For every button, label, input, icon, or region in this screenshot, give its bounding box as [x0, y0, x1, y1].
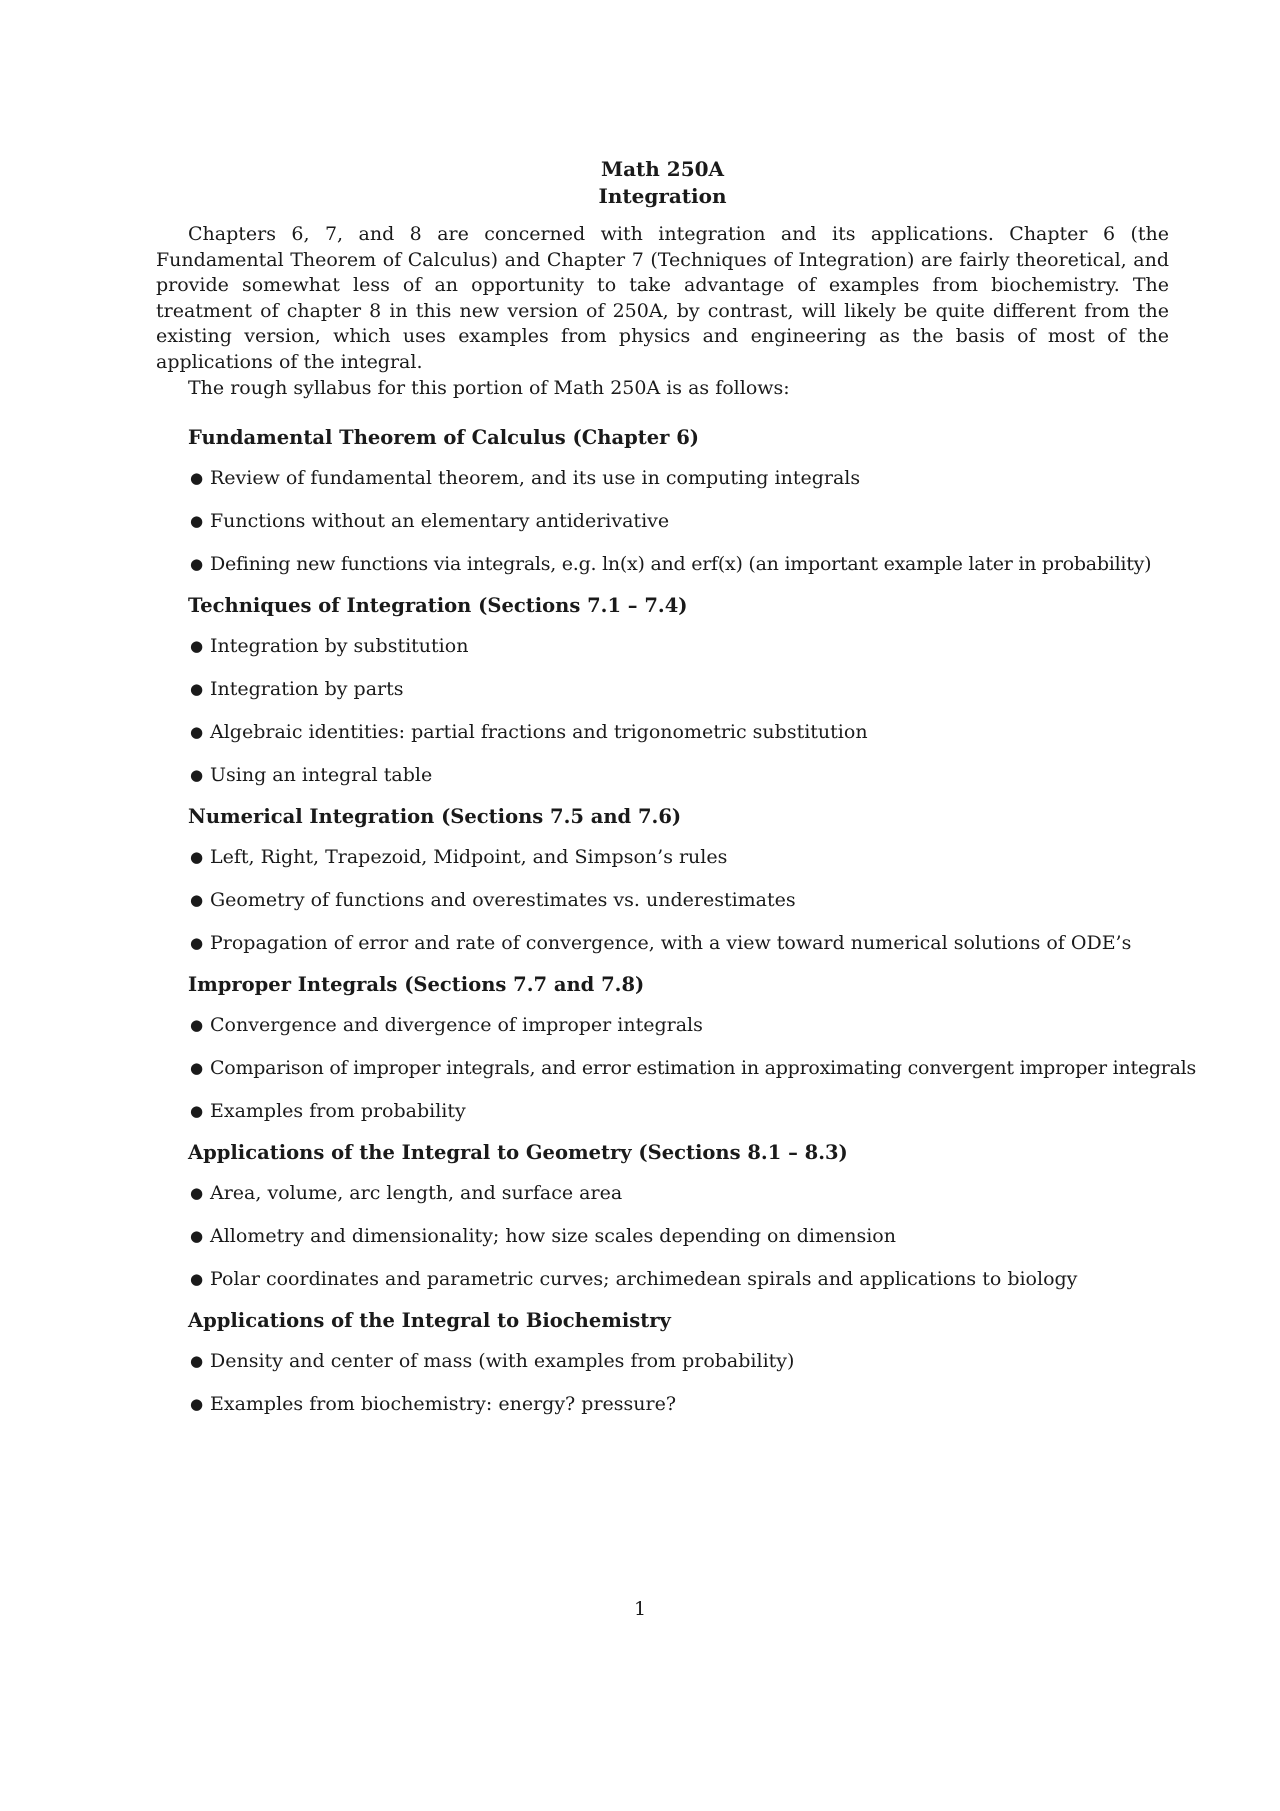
- section-biochemistry-applications: [156, 1308, 1169, 1417]
- item-list: [188, 633, 1169, 788]
- bullet-icon: ●: [190, 680, 204, 699]
- topic-title: Integration: [598, 184, 727, 208]
- list-item: ● Convergence and divergence of improper integrals: [190, 1014, 703, 1037]
- bullet-icon: ●: [190, 1102, 204, 1121]
- list-item: ● Examples from probability: [190, 1100, 466, 1123]
- section-heading: Fundamental Theorem of Calculus (Chapter 6): [188, 426, 699, 450]
- list-item: ● Comparison of improper integrals, and error estimation in approximating convergent improper integrals: [190, 1057, 1196, 1080]
- section-heading: Applications of the Integral to Geometry (Sections 8.1 – 8.3): [188, 1141, 848, 1165]
- item-list: [188, 465, 1169, 577]
- list-item: ● Review of fundamental theorem, and its use in computing integrals: [190, 467, 861, 490]
- item-list: [188, 1348, 1169, 1417]
- list-item: ● Integration by parts: [190, 678, 404, 701]
- section-heading: Techniques of Integration (Sections 7.1 – 7.4): [188, 594, 688, 618]
- title-block: [156, 156, 1169, 210]
- list-item: ● Integration by substitution: [190, 635, 469, 658]
- section-fundamental-theorem: [156, 425, 1169, 577]
- list-item: ● Allometry and dimensionality; how size scales depending on dimension: [190, 1225, 896, 1248]
- document-page: [156, 156, 1196, 1417]
- bullet-icon: ●: [190, 1227, 204, 1246]
- bullet-icon: ●: [190, 555, 203, 574]
- intro-syllabus-lead: The rough syllabus for this portion of Math 250A is as follows:: [188, 376, 790, 399]
- list-item: ● Functions without an elementary antiderivative: [190, 510, 670, 533]
- list-item: ● Propagation of error and rate of convergence, with a view toward numerical solutions of ODE’s: [190, 932, 1132, 955]
- section-improper-integrals: [156, 972, 1196, 1124]
- bullet-icon: ●: [190, 1059, 203, 1078]
- bullet-icon: ●: [190, 469, 204, 488]
- bullet-icon: ●: [190, 1395, 204, 1414]
- bullet-icon: ●: [190, 723, 204, 742]
- intro-paragraph: Chapters 6, 7, and 8 are concerned with integration and its applications. Chapter 6 (the Fundamental Theorem of Calculus) and Chapter 7 (Techniques of Integration) are fairly theoretical, and provide somewhat less of an opportunity to take advantage of examples from biochemistry. The treatment of chapter 8 in this new version of 250A, by contrast, will likely be quite different from the existing version, which uses examples from physics and engineering as the basis of most of the applications of the integral.: [156, 223, 1169, 373]
- bullet-icon: ●: [190, 512, 204, 531]
- bullet-icon: ●: [190, 848, 204, 867]
- item-list: [188, 1180, 1169, 1292]
- page-number: 1: [633, 1598, 647, 1620]
- list-item: ● Polar coordinates and parametric curves; archimedean spirals and applications to biology: [190, 1268, 1078, 1291]
- list-item: ● Density and center of mass (with examples from probability): [190, 1350, 795, 1373]
- bullet-icon: ●: [190, 891, 204, 910]
- item-list: [188, 844, 1169, 956]
- section-numerical-integration: [156, 804, 1169, 956]
- section-geometry-applications: [156, 1140, 1169, 1292]
- item-list: [188, 1012, 1196, 1124]
- list-item: ● Geometry of functions and overestimates vs. underestimates: [190, 889, 796, 912]
- bullet-icon: ●: [190, 934, 204, 953]
- course-title: Math 250A: [600, 157, 725, 181]
- intro: [156, 222, 1169, 401]
- bullet-icon: ●: [190, 637, 204, 656]
- list-item: ● Algebraic identities: partial fractions and trigonometric substitution: [190, 721, 868, 744]
- section-techniques: [156, 593, 1169, 788]
- list-item: ● Defining new functions via integrals, e.g. ln(x) and erf(x) (an important example later in probability): [190, 553, 1152, 576]
- bullet-icon: ●: [190, 1016, 204, 1035]
- bullet-icon: ●: [190, 1270, 204, 1289]
- list-item: ● Area, volume, arc length, and surface area: [190, 1182, 623, 1205]
- section-heading: Numerical Integration (Sections 7.5 and 7.6): [188, 805, 682, 829]
- list-item: ● Examples from biochemistry: energy? pressure?: [190, 1393, 677, 1416]
- bullet-icon: ●: [190, 1184, 204, 1203]
- list-item: ● Using an integral table: [190, 764, 433, 787]
- section-heading: Applications of the Integral to Biochemistry: [188, 1309, 671, 1333]
- list-item: ● Left, Right, Trapezoid, Midpoint, and Simpson’s rules: [190, 846, 728, 869]
- bullet-icon: ●: [190, 766, 204, 785]
- section-heading: Improper Integrals (Sections 7.7 and 7.8): [188, 973, 645, 997]
- bullet-icon: ●: [190, 1352, 204, 1371]
